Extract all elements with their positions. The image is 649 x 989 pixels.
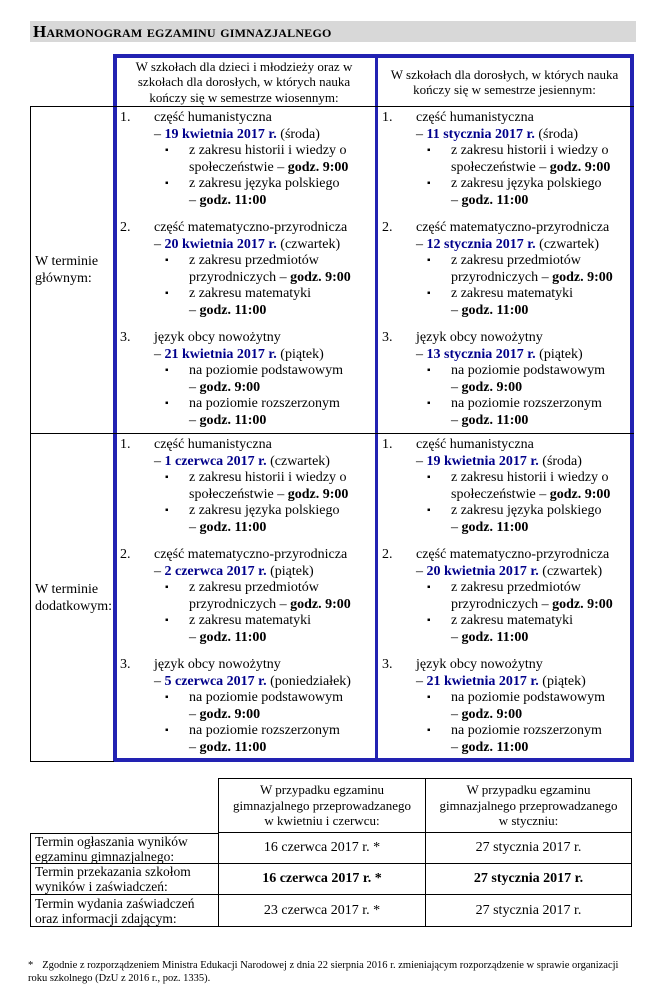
exam-date-line: – 1 czerwca 2017 r. (czwartek) [154,453,330,469]
schedule-cell-main-autumn [375,106,634,433]
exam-time: godz. 9:00 [199,379,261,395]
exam-bullet-item [154,396,372,429]
bullet-text: z zakresu języka polskiego – godz. 11:00 [451,176,602,208]
exam-time: godz. 9:00 [287,486,349,502]
exam-date-line: – 2 czerwca 2017 r. (piątek) [154,563,314,579]
exam-item-body [154,547,372,646]
exam-date-line: – 19 kwietnia 2017 r. (środa) [154,126,320,142]
results-row-label: Termin przekazania szkołom wyników i zaświadczeń: [30,864,218,895]
bullet-text: na poziomie rozszerzonym – godz. 11:00 [189,396,340,428]
exam-part-title: część humanistyczna [154,110,272,125]
exam-time: godz. 11:00 [199,739,267,755]
label-column-bottom-border [30,761,114,762]
column-header-spring-semester: W szkołach dla dzieci i młodzieży oraz w szkołach dla dorosłych, w których nauka kończy się w semestrze wiosennym: [135,58,353,105]
bullet-marker: ▪ [427,178,431,189]
exam-item-body [154,220,372,319]
exam-part-title: język obcy nowożytny [416,330,543,345]
exam-bullet-item [154,580,372,613]
results-header-january: W przypadku egzaminu gimnazjalnego przeprowadzanego w styczniu: [425,778,632,833]
exam-time: godz. 11:00 [199,302,267,318]
bullet-marker: ▪ [427,725,431,736]
exam-date-line: – 11 stycznia 2017 r. (środa) [416,126,579,142]
results-date-value: 27 stycznia 2017 r. [425,833,632,864]
empty-corner-cell [30,778,218,833]
exam-date: 19 kwietnia 2017 r. [426,453,539,469]
exam-part-title: język obcy nowożytny [416,657,543,672]
bullet-text: z zakresu historii i wiedzy o społeczeństwie – godz. 9:00 [451,470,611,502]
item-number: 3. [120,657,131,672]
exam-bullet-item [416,503,631,536]
exam-item [375,657,631,756]
exam-time: godz. 9:00 [549,159,611,175]
exam-part-title: część matematyczno-przyrodnicza [154,220,348,235]
exam-bullet-item [154,253,372,286]
exam-date: 5 czerwca 2017 r. [164,673,267,689]
bullet-marker: ▪ [427,365,431,376]
exam-time: godz. 9:00 [290,596,351,612]
exam-time: godz. 9:00 [552,269,613,285]
bullet-marker: ▪ [165,255,169,266]
exam-date: 12 stycznia 2017 r. [426,236,536,252]
exam-item-body [154,657,372,756]
item-number: 3. [382,657,393,672]
bullet-marker: ▪ [427,472,431,483]
exam-item [113,330,372,429]
exam-item-body [154,330,372,429]
item-number: 2. [382,547,393,562]
bullet-text: na poziomie rozszerzonym – godz. 11:00 [451,396,602,428]
exam-item-body [154,110,372,209]
bullet-text: z zakresu matematyki – godz. 11:00 [189,613,312,645]
exam-part-title: język obcy nowożytny [154,657,281,672]
exam-item [113,437,372,536]
exam-time: godz. 11:00 [461,629,529,645]
exam-time: godz. 9:00 [287,159,349,175]
exam-bullet-item [154,723,372,756]
exam-date: 2 czerwca 2017 r. [164,563,267,579]
bullet-marker: ▪ [427,288,431,299]
bullet-marker: ▪ [165,178,169,189]
exam-part-title: język obcy nowożytny [154,330,281,345]
item-number: 1. [120,110,131,125]
exam-time: godz. 11:00 [461,519,529,535]
table-row-divider [30,433,634,434]
empty-corner-cell [30,54,113,106]
item-number: 2. [120,220,131,235]
item-number: 1. [382,110,393,125]
exam-item-body [416,657,631,756]
item-number: 1. [382,437,393,452]
exam-bullet-item [416,690,631,723]
exam-time: godz. 9:00 [199,706,261,722]
bullet-marker: ▪ [165,582,169,593]
exam-item [113,547,372,646]
exam-item [375,547,631,646]
exam-bullet-item [416,613,631,646]
bullet-text: z zakresu języka polskiego – godz. 11:00 [189,176,340,208]
exam-time: godz. 11:00 [199,192,267,208]
bullet-text: z zakresu matematyki – godz. 11:00 [189,286,312,318]
bullet-text: z zakresu przedmiotów przyrodniczych – godz. 9:00 [451,580,613,612]
footnote-marker: * [28,959,34,971]
results-row-label: Termin wydania zaświadczeń oraz informacji zdającym: [30,895,218,927]
exam-item [375,110,631,209]
exam-bullet-item [154,503,372,536]
exam-time: godz. 9:00 [461,379,523,395]
results-date-value: 27 stycznia 2017 r. [425,895,632,927]
exam-part-title: część matematyczno-przyrodnicza [154,547,348,562]
exam-bullet-item [416,470,631,503]
exam-item-body [416,110,631,209]
bullet-marker: ▪ [165,398,169,409]
footnote-text: Zgodnie z rozporządzeniem Ministra Edukacji Narodowej z dnia 22 sierpnia 2016 r. zmieniającym rozporządzenie w sprawie organizacji roku szkolnego (DzU z 2016 r., poz. 1335). [28,959,619,984]
bullet-marker: ▪ [427,145,431,156]
bullet-marker: ▪ [427,398,431,409]
exam-date-line: – 20 kwietnia 2017 r. (czwartek) [154,236,341,252]
exam-time: godz. 9:00 [549,486,611,502]
exam-time: godz. 11:00 [461,192,529,208]
exam-date: 1 czerwca 2017 r. [164,453,267,469]
schedule-cell-additional-spring [113,433,375,762]
page-title: Harmonogram egzaminu gimnazjalnego [33,22,332,41]
exam-item [113,220,372,319]
exam-bullet-item [416,396,631,429]
bullet-marker: ▪ [165,472,169,483]
exam-date-line: – 21 kwietnia 2017 r. (piątek) [416,673,586,689]
bullet-text: z zakresu historii i wiedzy o społeczeństwie – godz. 9:00 [189,143,349,175]
exam-schedule-table [30,54,634,762]
bullet-marker: ▪ [165,365,169,376]
bullet-text: z zakresu przedmiotów przyrodniczych – godz. 9:00 [189,580,351,612]
exam-bullet-item [154,690,372,723]
exam-part-title: część matematyczno-przyrodnicza [416,220,610,235]
exam-item [113,110,372,209]
exam-bullet-item [154,470,372,503]
bullet-marker: ▪ [165,145,169,156]
exam-date: 11 stycznia 2017 r. [426,126,535,142]
exam-time: godz. 9:00 [461,706,523,722]
exam-date: 21 kwietnia 2017 r. [426,673,539,689]
bullet-marker: ▪ [427,692,431,703]
results-date-value: 23 czerwca 2017 r. * [218,895,425,927]
exam-item [113,657,372,756]
bullet-text: z zakresu matematyki – godz. 11:00 [451,286,574,318]
bullet-text: na poziomie rozszerzonym – godz. 11:00 [189,723,340,755]
exam-item-body [416,437,631,536]
exam-bullet-item [416,253,631,286]
exam-bullet-item [416,176,631,209]
exam-bullet-item [154,143,372,176]
exam-bullet-item [416,723,631,756]
bullet-marker: ▪ [427,505,431,516]
exam-bullet-item [154,286,372,319]
exam-part-title: część humanistyczna [416,437,534,452]
row-label-main-term: W terminie głównym: [35,253,99,286]
footnote [28,959,636,985]
exam-bullet-item [416,363,631,396]
exam-part-title: część humanistyczna [154,437,272,452]
exam-time: godz. 11:00 [461,302,529,318]
exam-time: godz. 11:00 [199,519,267,535]
exam-bullet-item [154,176,372,209]
schedule-cell-additional-autumn [375,433,634,762]
exam-time: godz. 11:00 [461,739,529,755]
bullet-marker: ▪ [165,615,169,626]
bullet-marker: ▪ [165,692,169,703]
exam-item-body [416,547,631,646]
exam-date-line: – 19 kwietnia 2017 r. (środa) [416,453,582,469]
exam-time: godz. 11:00 [199,412,267,428]
item-number: 3. [120,330,131,345]
exam-bullet-item [416,286,631,319]
bullet-text: na poziomie podstawowym – godz. 9:00 [189,363,343,395]
exam-date: 20 kwietnia 2017 r. [426,563,539,579]
exam-date: 21 kwietnia 2017 r. [164,346,277,362]
results-row-label: Termin ogłaszania wyników egzaminu gimnazjalnego: [30,833,218,864]
row-label-additional-term: W terminie dodatkowym: [35,581,112,614]
exam-bullet-item [154,363,372,396]
exam-bullet-item [416,143,631,176]
exam-date-line: – 5 czerwca 2017 r. (poniedziałek) [154,673,351,689]
bullet-marker: ▪ [427,615,431,626]
exam-part-title: część humanistyczna [416,110,534,125]
exam-item-body [416,220,631,319]
table-header-rule [30,106,634,107]
exam-time: godz. 9:00 [290,269,351,285]
bullet-marker: ▪ [427,255,431,266]
results-date-value: 27 stycznia 2017 r. [425,864,632,895]
bullet-marker: ▪ [165,725,169,736]
bullet-marker: ▪ [427,582,431,593]
exam-part-title: część matematyczno-przyrodnicza [416,547,610,562]
bullet-text: na poziomie rozszerzonym – godz. 11:00 [451,723,602,755]
bullet-text: z zakresu języka polskiego – godz. 11:00 [189,503,340,535]
bullet-text: na poziomie podstawowym – godz. 9:00 [451,363,605,395]
results-date-value: 16 czerwca 2017 r. * [218,833,425,864]
bullet-marker: ▪ [165,288,169,299]
exam-date: 20 kwietnia 2017 r. [164,236,277,252]
exam-item-body [154,437,372,536]
bullet-text: z zakresu historii i wiedzy o społeczeństwie – godz. 9:00 [189,470,349,502]
bullet-text: z zakresu języka polskiego – godz. 11:00 [451,503,602,535]
exam-date-line: – 12 stycznia 2017 r. (czwartek) [416,236,599,252]
exam-item [375,437,631,536]
exam-date-line: – 20 kwietnia 2017 r. (czwartek) [416,563,603,579]
bullet-text: na poziomie podstawowym – godz. 9:00 [451,690,605,722]
bullet-text: z zakresu przedmiotów przyrodniczych – godz. 9:00 [189,253,351,285]
exam-date-line: – 21 kwietnia 2017 r. (piątek) [154,346,324,362]
bullet-text: z zakresu przedmiotów przyrodniczych – godz. 9:00 [451,253,613,285]
exam-item [375,220,631,319]
schedule-cell-main-spring [113,106,375,433]
column-header-autumn-semester: W szkołach dla dorosłych, w których nauka kończy się w semestrze jesiennym: [390,66,619,97]
exam-bullet-item [154,613,372,646]
exam-time: godz. 11:00 [199,629,267,645]
bullet-text: z zakresu historii i wiedzy o społeczeństwie – godz. 9:00 [451,143,611,175]
exam-bullet-item [416,580,631,613]
item-number: 2. [120,547,131,562]
bullet-marker: ▪ [165,505,169,516]
results-date-value: 16 czerwca 2017 r. * [218,864,425,895]
exam-item [375,330,631,429]
item-number: 3. [382,330,393,345]
exam-time: godz. 9:00 [552,596,613,612]
item-number: 1. [120,437,131,452]
exam-date: 19 kwietnia 2017 r. [164,126,277,142]
exam-item-body [416,330,631,429]
results-header-april-june: W przypadku egzaminu gimnazjalnego przeprowadzanego w kwietniu i czerwcu: [218,778,425,833]
bullet-text: na poziomie podstawowym – godz. 9:00 [189,690,343,722]
item-number: 2. [382,220,393,235]
bullet-text: z zakresu matematyki – godz. 11:00 [451,613,574,645]
results-dates-table [30,778,632,927]
exam-date: 13 stycznia 2017 r. [426,346,536,362]
label-column-left-border [30,106,31,762]
exam-date-line: – 13 stycznia 2017 r. (piątek) [416,346,583,362]
exam-time: godz. 11:00 [461,412,529,428]
title-bar [30,21,636,42]
